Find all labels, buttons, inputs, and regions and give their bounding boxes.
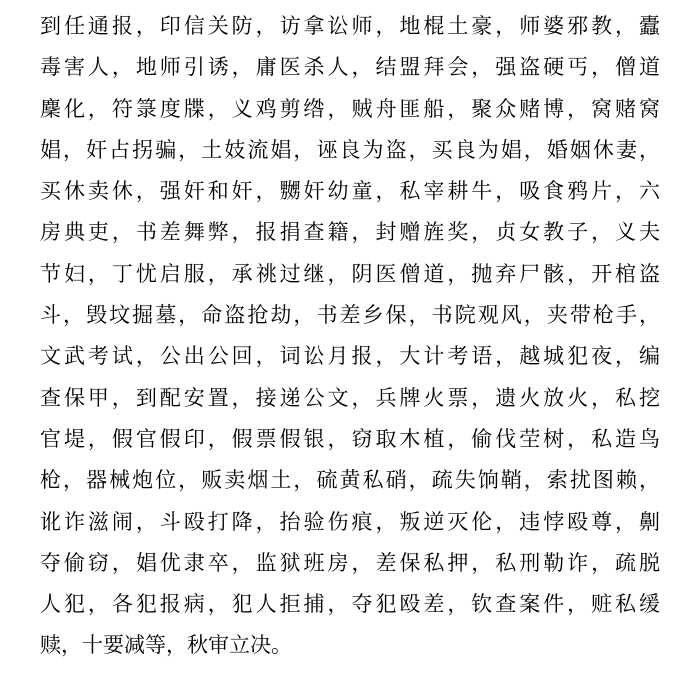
text-line-7: 节妇，丁忧启服，承祧过继，阴医僧道，抛弃尸骸，开棺盗 <box>40 261 660 286</box>
text-line-3: 麇化，符箓度牒，义鸡剪绺，贼舟匪船，聚众赌博，窝赌窝 <box>40 96 660 121</box>
text-line-4: 娼，奸占拐骗，土妓流娼，诬良为盗，买良为娼，婚姻休妻， <box>40 137 660 162</box>
text-line-11: 官堤，假官假印，假票假银，窃取木植，偷伐茔树，私造鸟 <box>40 426 660 451</box>
text-line-8: 斗，毁坟掘墓，命盗抢劫，书差乡保，书院观风，夹带枪手， <box>40 303 660 328</box>
text-line-10: 查保甲，到配安置，接递公文，兵牌火票，遗火放火，私挖 <box>40 385 660 410</box>
text-line-9: 文武考试，公出公回，词讼月报，大计考语，越城犯夜，编 <box>40 344 660 369</box>
text-line-1: 到任通报，印信关防，访拿讼师，地棍土豪，师婆邪教，蠹 <box>40 14 660 38</box>
text-line-6: 房典吏，书差舞弊，报捐查籍，封赠旌奖，贞女教子，义夫 <box>40 220 660 245</box>
text-line-13: 讹诈滋闹，斗殴打降，抬验伤痕，叛逆灭伦，违悖殴尊，劓 <box>40 509 660 534</box>
text-line-14: 夺偷窃，娼优隶卒，监狱班房，差保私押，私刑勒诈，疏脱 <box>40 550 660 575</box>
text-line-2: 毒害人，地师引诱，庸医杀人，结盟拜会，强盗硬丐，僧道 <box>40 55 660 80</box>
document-body <box>40 6 660 667</box>
text-line-16: 赎，十要减等，秋审立决。 <box>40 633 292 658</box>
text-line-12: 枪，器械炮位，贩卖烟土，硫黄私硝，疏失饷鞘，索扰图赖， <box>40 468 660 493</box>
text-line-15: 人犯，各犯报病，犯人拒捕，夺犯殴差，钦查案件，赃私缓 <box>40 592 660 617</box>
text-line-5: 买休卖休，强奸和奸，嬲奸幼童，私宰耕牛，吸食鸦片，六 <box>40 179 660 204</box>
